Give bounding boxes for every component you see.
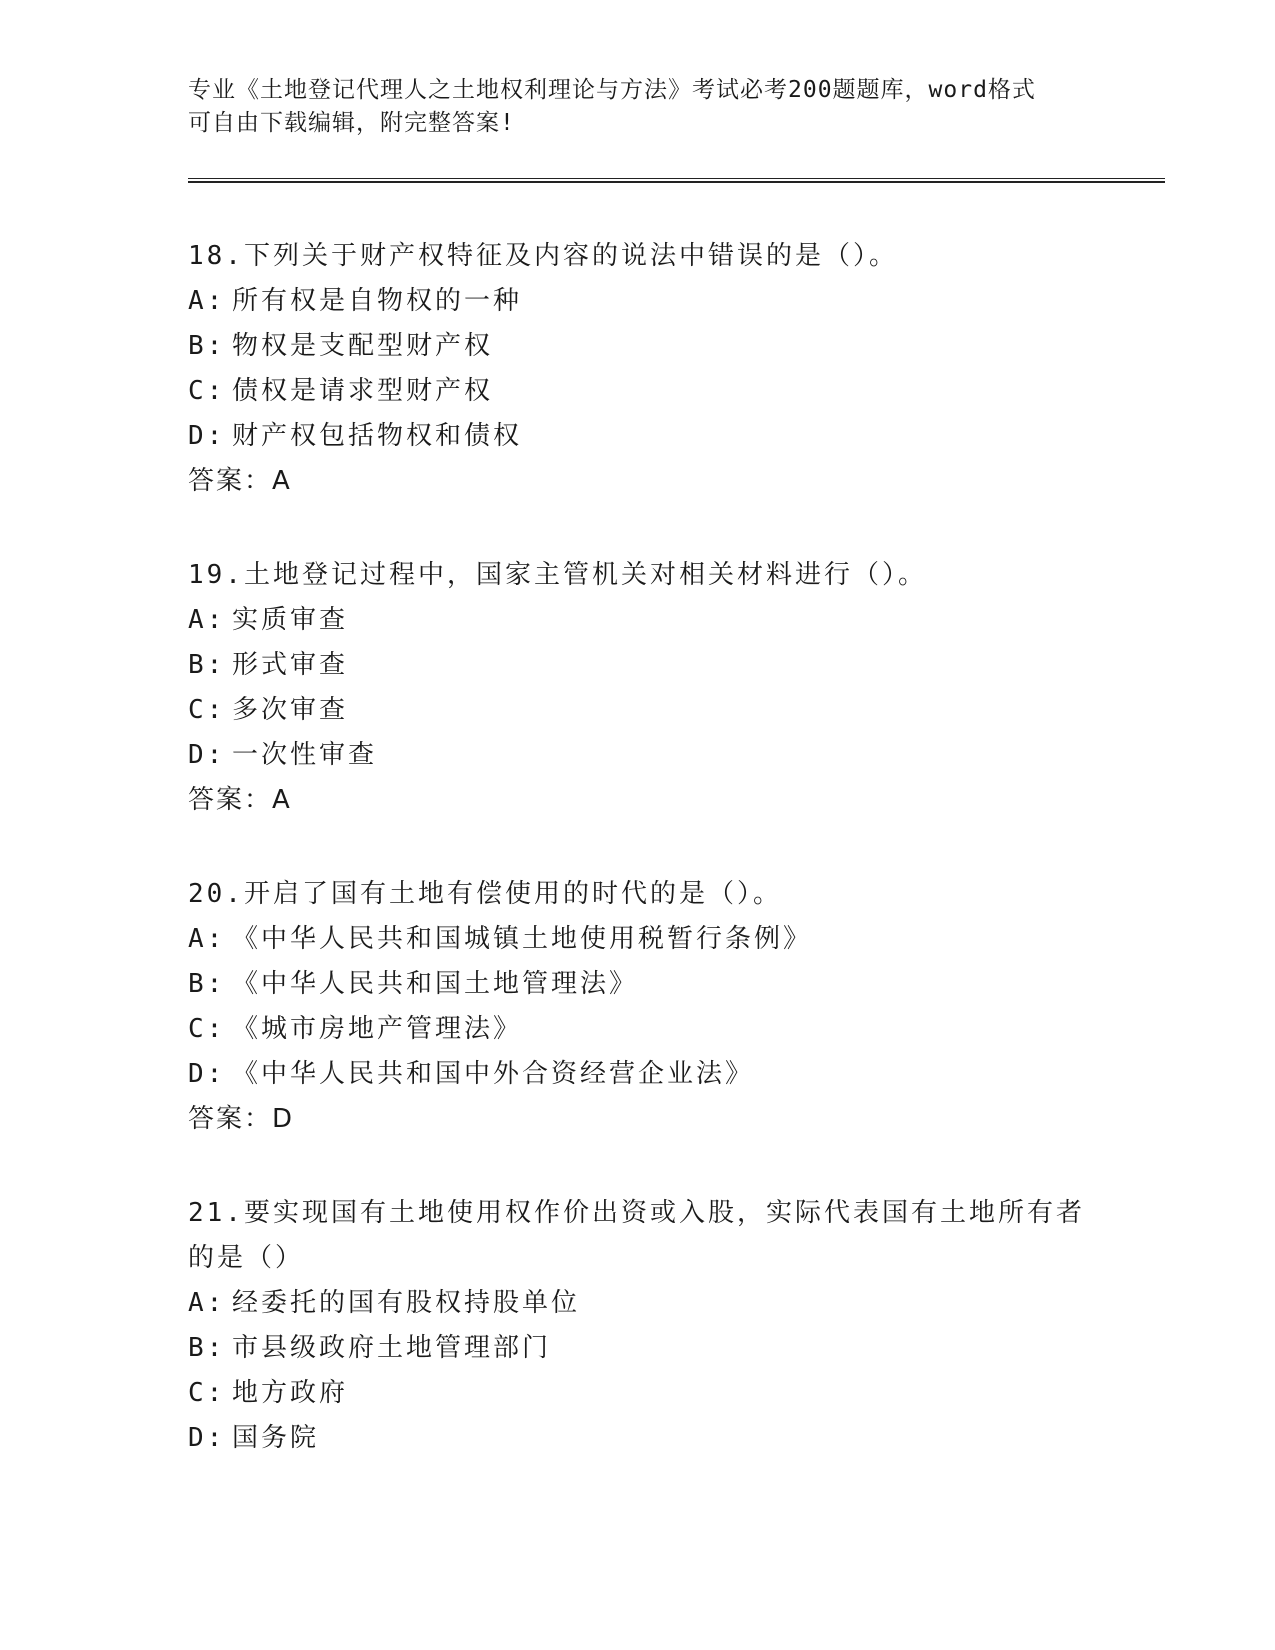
option-a: A: 《中华人民共和国城镇土地使用税暂行条例》 [188, 924, 813, 954]
option-b: B: 物权是支配型财产权 [188, 331, 494, 361]
answer: 答案：D [188, 1104, 295, 1134]
header-line-1: 专业《土地登记代理人之土地权利理论与方法》考试必考200题题库，word格式 [188, 77, 1036, 103]
document-header [188, 74, 1088, 140]
question-stem: 19.土地登记过程中，国家主管机关对相关材料进行（）。 [188, 560, 927, 590]
option-a: A: 实质审查 [188, 605, 349, 635]
header-line-2: 可自由下载编辑，附完整答案! [188, 110, 515, 136]
option-a: A: 所有权是自物权的一种 [188, 286, 523, 316]
option-b: B: 《中华人民共和国土地管理法》 [188, 969, 639, 999]
answer: 答案：A [188, 466, 292, 496]
option-c: C: 多次审查 [188, 695, 349, 725]
question-stem-line-2: 的是（） [188, 1243, 305, 1273]
question-21 [188, 1191, 1088, 1461]
option-d: D: 财产权包括物权和债权 [188, 421, 523, 451]
option-d: D: 国务院 [188, 1423, 320, 1453]
option-d: D: 《中华人民共和国中外合资经营企业法》 [188, 1059, 755, 1089]
option-b: B: 形式审查 [188, 650, 349, 680]
answer: 答案：A [188, 785, 292, 815]
option-c: C: 债权是请求型财产权 [188, 376, 494, 406]
option-b: B: 市县级政府土地管理部门 [188, 1333, 552, 1363]
header-divider [188, 178, 1165, 183]
question-stem: 20.开启了国有土地有偿使用的时代的是（）。 [188, 879, 782, 909]
option-d: D: 一次性审查 [188, 740, 378, 770]
option-c: C: 《城市房地产管理法》 [188, 1014, 523, 1044]
question-stem-line-1: 21.要实现国有土地使用权作价出资或入股，实际代表国有土地所有者 [188, 1198, 1085, 1228]
option-a: A: 经委托的国有股权持股单位 [188, 1288, 581, 1318]
option-c: C: 地方政府 [188, 1378, 349, 1408]
question-18 [188, 234, 1088, 504]
question-19 [188, 553, 1088, 823]
question-stem: 18.下列关于财产权特征及内容的说法中错误的是（）。 [188, 241, 898, 271]
question-20 [188, 872, 1088, 1142]
